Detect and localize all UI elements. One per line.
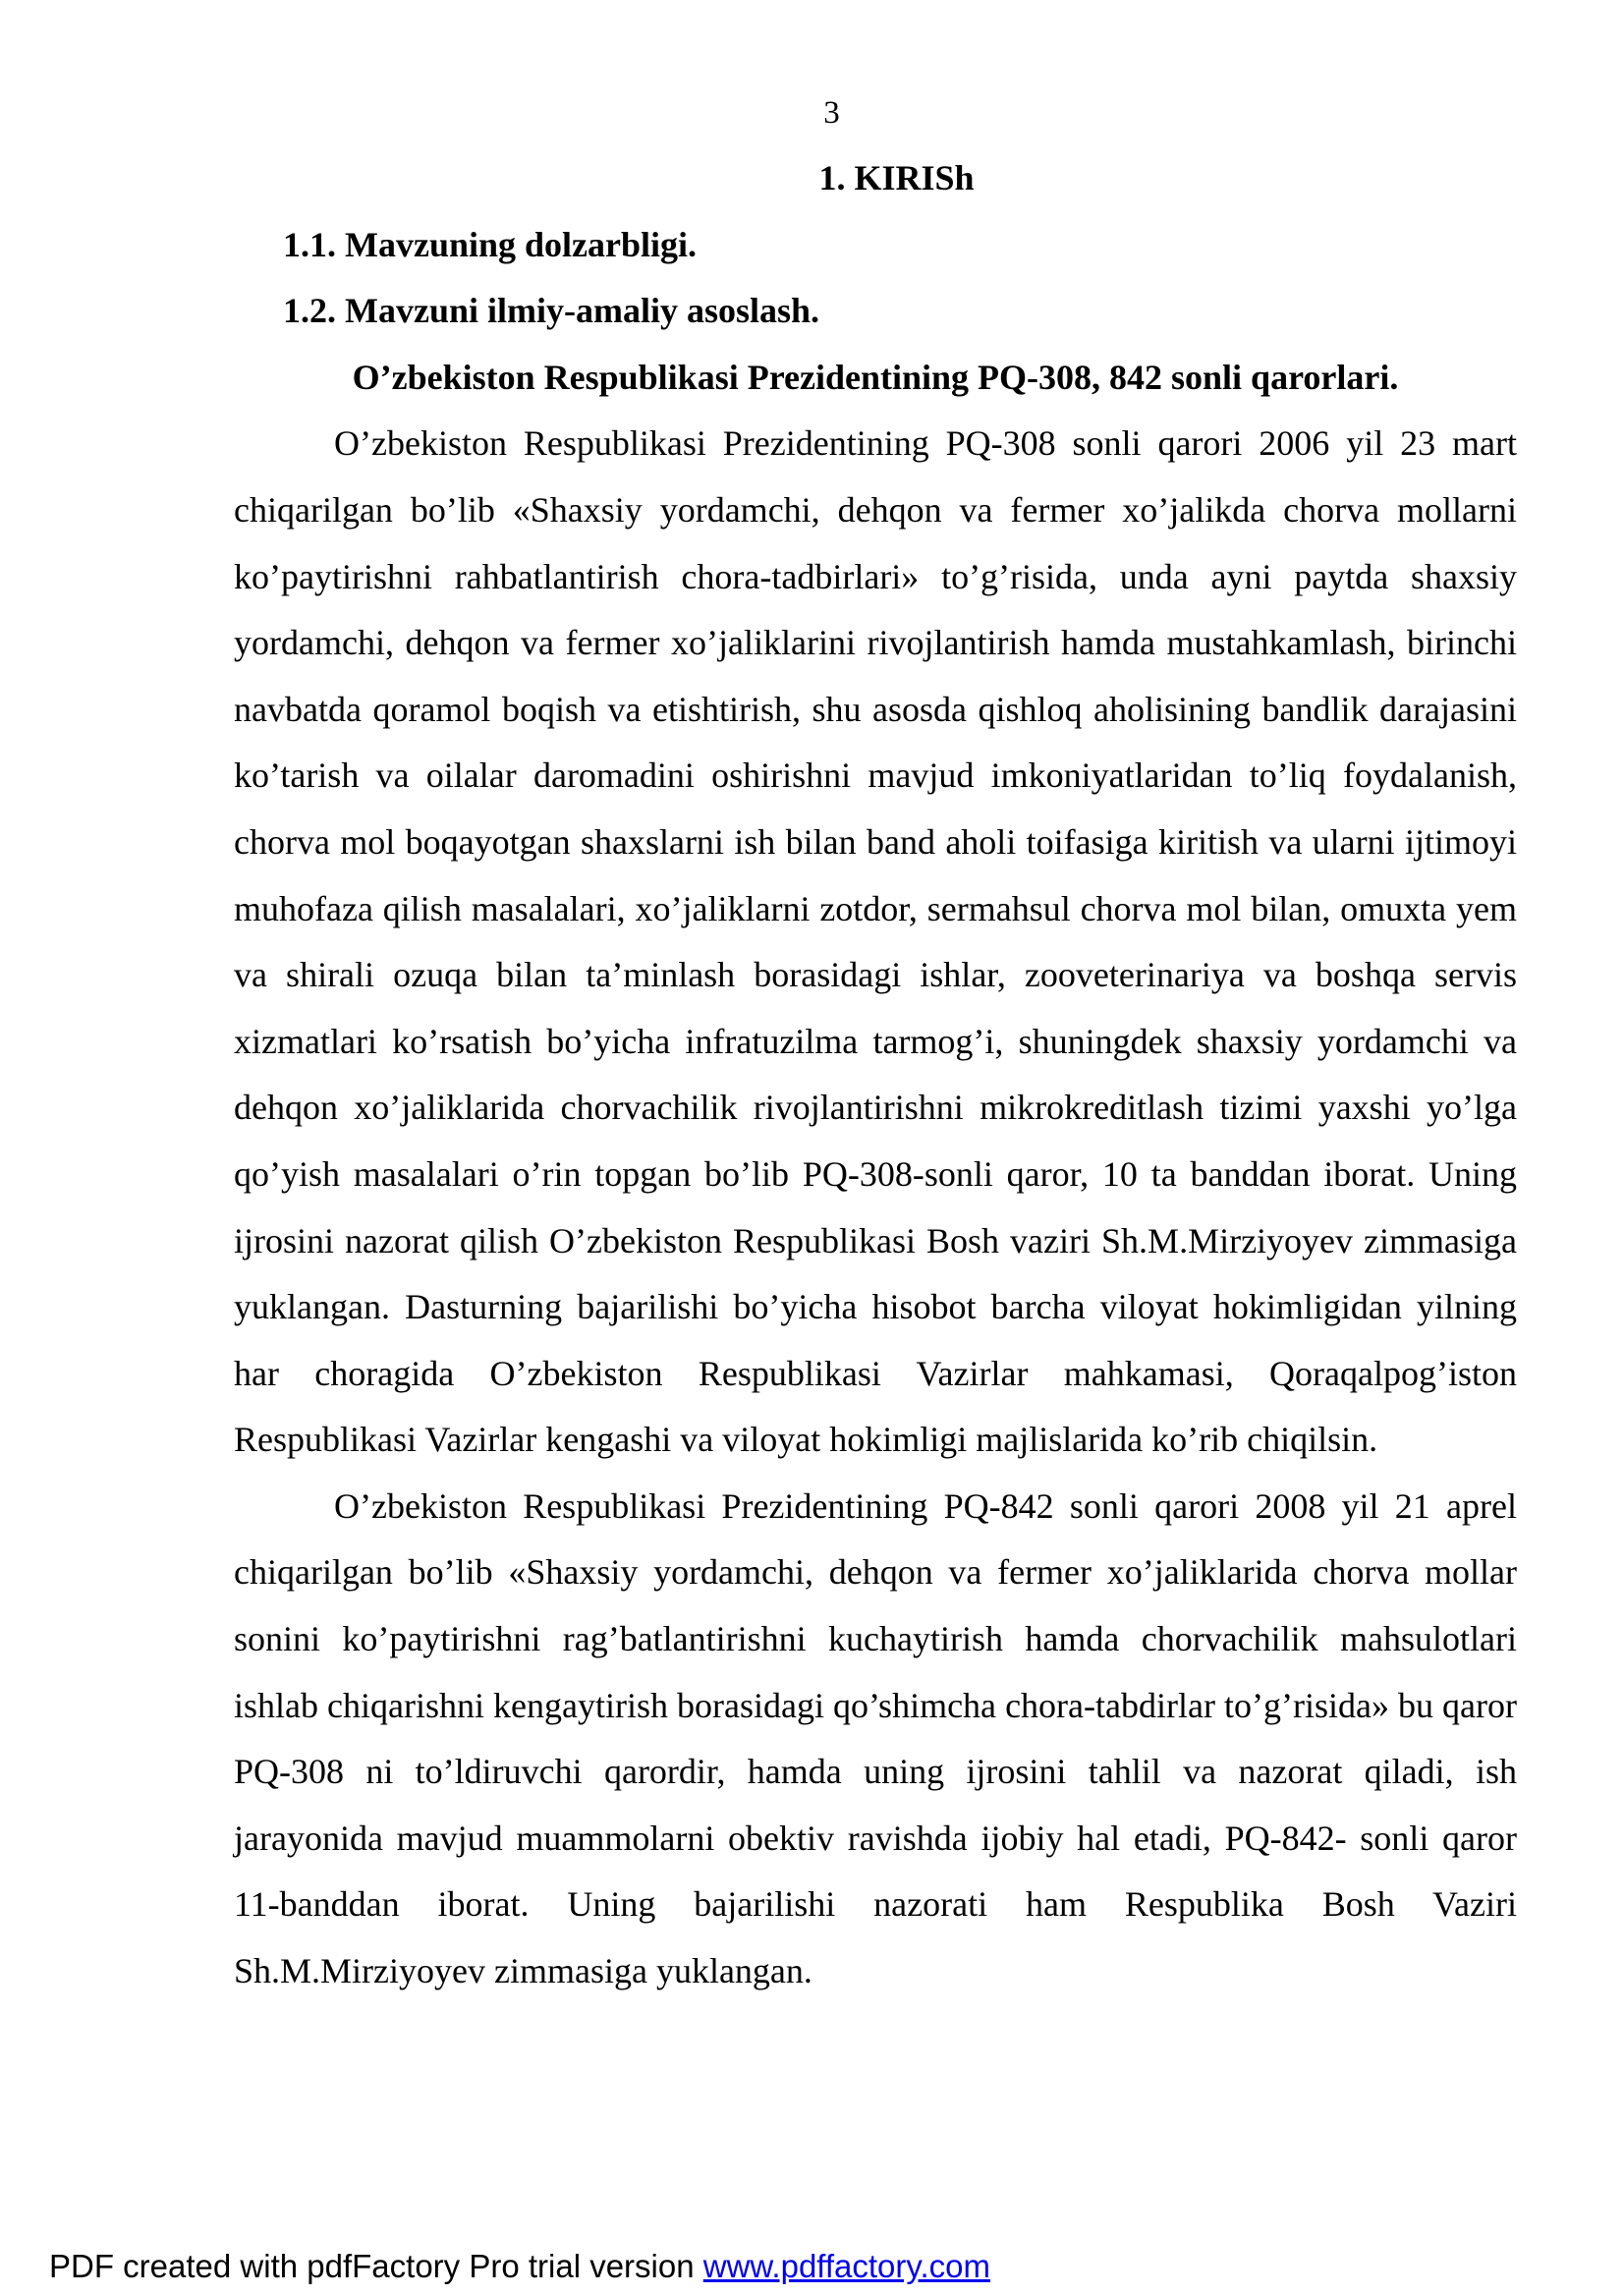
subheading-justification: 1.2. Mavzuni ilmiy-amaliy asoslash. (283, 291, 820, 331)
document-body (234, 145, 1517, 2005)
pdf-footer (49, 2247, 990, 2286)
footer-link[interactable]: www.pdffactory.com (702, 2248, 990, 2284)
subheading-relevance: 1.1. Mavzuning dolzarbligi. (283, 224, 698, 264)
paragraph-pq-308: O’zbekiston Respublikasi Prezidentining PQ-308 sonli qarori 2006 yil 23 mart chiqarilgan bo’lib «Shaxsiy yordamchi, dehqon va fermer xo’jalikda chorva mollarni ko’paytirishni rahbatlantirish chora-tadbirlari» to’g’risida, unda ayni paytda shaxsiy yordamchi, dehqon va fermer xo’jaliklarini rivojlantirish hamda mustahkamlash, birinchi navbatda qoramol boqish va etishtirish, shu asosda qishloq aholisining bandlik darajasini ko’tarish va oilalar daromadini oshirishni mavjud imkoniyatlaridan to’liq foydalanish, chorva mol boqayotgan shaxslarni ish bilan band aholi toifasiga kiritish va ularni ijtimoyi muhofaza qilish masalalari, xo’jaliklarni zotdor, sermahsul chorva mol bilan, omuxta yem va shirali ozuqa bilan ta’minlash borasidagi ishlar, zooveterinariya va boshqa servis xizmatlari ko’rsatish bo’yicha infratuzilma tarmog’i, shuningdek shaxsiy yordamchi va dehqon xo’jaliklarida chorvachilik rivojlantirishni mikrokreditlash tizimi yaxshi yo’lga qo’yish masalalari o’rin topgan bo’lib PQ-308-sonli qaror, 10 ta banddan iborat. Uning ijrosini nazorat qilish O’zbekiston Respublikasi Bosh vaziri Sh.M.Mirziyoyev zimmasiga yuklangan. Dasturning bajarilishi bo’yicha hisobot barcha viloyat hokimligidan yilning har choragida O’zbekiston Respublikasi Vazirlar mahkamasi, Qoraqalpog’iston Respublikasi Vazirlar kengashi va viloyat hokimligi majlislarida ko’rib chiqilsin. (234, 423, 1517, 1460)
paragraph-pq-842: O’zbekiston Respublikasi Prezidentining PQ-842 sonli qarori 2008 yil 21 aprel chiqarilgan bo’lib «Shaxsiy yordamchi, dehqon va fermer xo’jaliklarida chorva mollar sonini ko’paytirishni rag’batlantirishni kuchaytirish hamda chorvachilik mahsulotlari ishlab chiqarishni kengaytirish borasidagi qo’shimcha chora-tabdirlar to’g’risida» bu qaror PQ-308 ni to’ldiruvchi qarordir, hamda uning ijrosini tahlil va nazorat qiladi, ish jarayonida mavjud muammolarni obektiv ravishda ijobiy hal etadi, PQ-842- sonli qaror 11-banddan iborat. Uning bajarilishi nazorati ham Respublika Bosh Vaziri Sh.M.Mirziyoyev zimmasiga yuklangan. (234, 1485, 1517, 1991)
chapter-title: 1. KIRISh (818, 158, 975, 197)
page-number: 3 (823, 95, 840, 131)
section-heading: O’zbekiston Respublikasi Prezidentining PQ-308, 842 sonli qarorlari. (352, 357, 1399, 397)
footer-text: PDF created with pdfFactory Pro trial version (49, 2248, 703, 2284)
